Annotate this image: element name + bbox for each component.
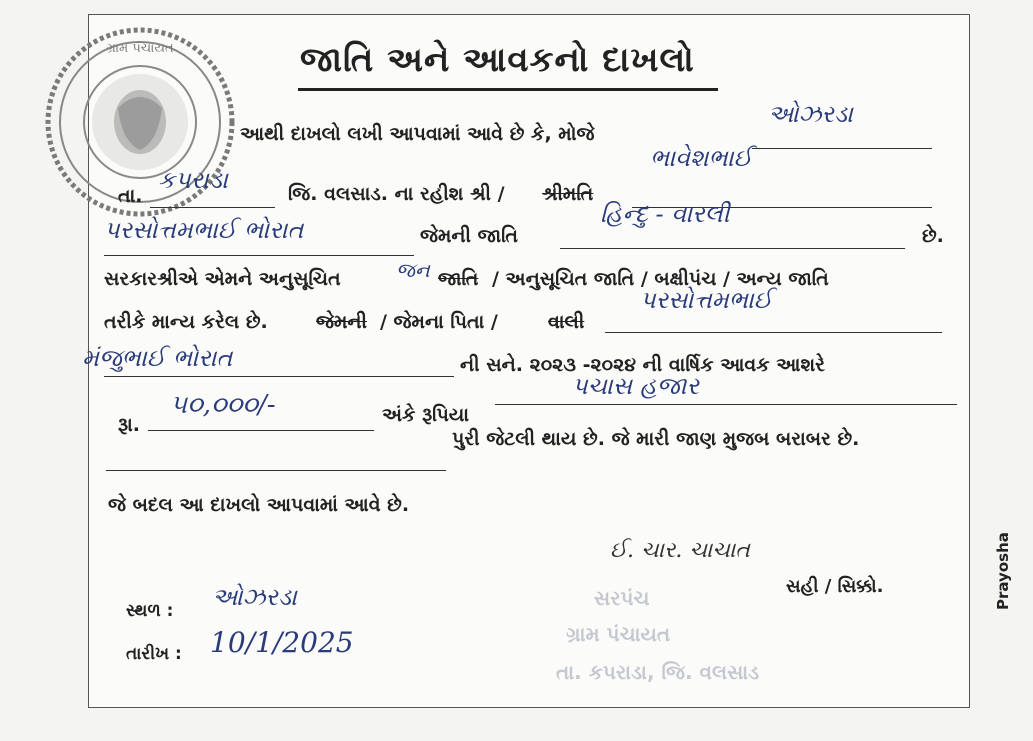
place-value: ઓઝરડા xyxy=(212,583,297,611)
father-full-name-line xyxy=(104,255,414,256)
parent-name-line xyxy=(605,332,942,333)
village-line xyxy=(752,148,932,149)
stamp-sarpanch: સરપંચ xyxy=(594,586,650,610)
income-year-text: ની સને. ૨૦૨૩ -૨૦૨૪ ની વાર્ષિક આવક આશરે xyxy=(460,354,825,376)
page-title: જાતિ અને આવકનો દાખલો xyxy=(300,40,695,80)
income-amount: ૫૦,૦૦૦/- xyxy=(170,390,276,420)
taluka-label: તા. xyxy=(118,185,143,207)
date-value: 10/1/2025 xyxy=(210,626,354,659)
taluka-line xyxy=(150,207,275,208)
intro-text: આથી દાખલો લખી આપવામાં આવે છે કે, મોજે xyxy=(240,123,595,145)
district-text: જિ. વલસાડ. ના રહીશ શ્રી / xyxy=(288,183,505,205)
amount-words-line xyxy=(495,404,957,405)
publisher-mark: Prayosha xyxy=(994,532,1012,610)
shrimati-struck: શ્રીમતિ xyxy=(542,183,594,205)
category-options: / અનુસૂચિત જાતિ / બક્ષીપંચ / અન્ય જાતિ xyxy=(492,268,829,290)
title-underline xyxy=(298,88,718,91)
amount-words-label: અંકે રૂપિયા xyxy=(382,404,470,426)
amount-line xyxy=(148,430,374,431)
accepted-text: તરીકે માન્ય કરેલ છે. xyxy=(104,311,268,333)
jati-line xyxy=(560,248,905,249)
place-label: સ્થળ : xyxy=(126,601,174,621)
parent-text: / જેમના પિતા / xyxy=(380,311,498,333)
signature-label: સહી / સિક્કો. xyxy=(786,576,884,597)
date-label: તારીખ : xyxy=(126,644,182,664)
jati-label: જેમની જાતિ xyxy=(420,225,518,247)
taluka-value: કપરાડા xyxy=(158,166,228,194)
parent-name: પરસોત્તમભાઈ xyxy=(640,286,773,314)
stamp-panchayat: ગ્રામ પંચાયત xyxy=(566,622,671,646)
jati-value: હિન્દુ - વારલી xyxy=(600,200,730,228)
jan-handwritten: જન xyxy=(396,258,430,282)
amount-words: પચાસ હજાર xyxy=(572,372,699,400)
father-full-name: પરસોત્તમભાઈ ભોરાત xyxy=(104,216,304,244)
vali-struck: વાલી xyxy=(548,311,585,333)
che-text: છે. xyxy=(922,225,944,247)
stamp-taluka: તા. કપરાડા, જિ. વલસાડ xyxy=(556,660,760,684)
jemni-struck: જેમની xyxy=(316,311,367,333)
certification-text: પુરી જેટલી થાય છે. જે મારી જાણ મુજબ બરાબર છે. xyxy=(452,428,860,450)
closing-text: જે બદલ આ દાખલો આપવામાં આવે છે. xyxy=(108,494,410,516)
guardian-name-line xyxy=(104,376,454,377)
resident-name: ભાવેશભાઈ xyxy=(650,144,753,172)
guardian-name: મંજુભાઈ ભોરાત xyxy=(82,344,233,372)
village-value: ઓઝરડા xyxy=(768,100,853,128)
recognition-text: સરકારશ્રીએ એમને અનુસૂચિત xyxy=(104,268,341,290)
amount-words-continued-line xyxy=(106,470,446,471)
handwritten-signature: ઈ. ચાર. ચાચાત xyxy=(610,538,750,563)
jati-struck: જાતિ xyxy=(438,268,479,290)
rupees-label: રૂા. xyxy=(118,414,140,436)
seal-text: ગ્રામ પંચાયત xyxy=(106,41,174,56)
